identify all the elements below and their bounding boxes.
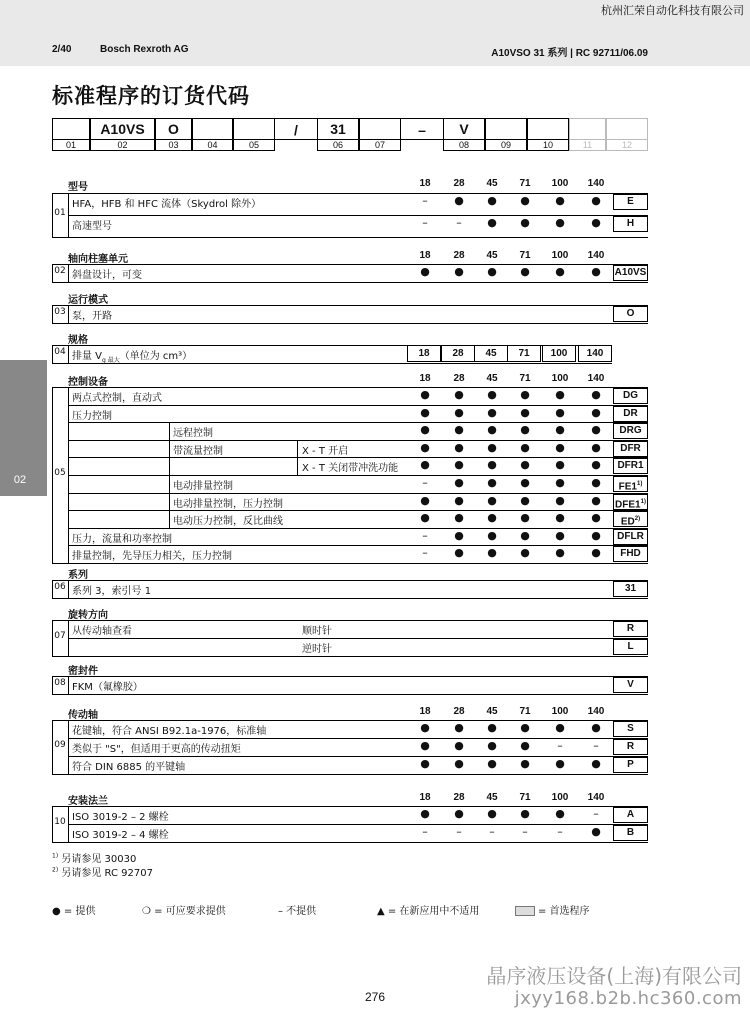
available-dot-icon: ● — [520, 739, 530, 752]
available-dot-icon: ● — [555, 493, 565, 507]
section-bottom-rule — [52, 774, 648, 775]
control-sublabel: 远程控制 — [173, 428, 213, 440]
not-available-dash-icon: – — [422, 825, 428, 838]
available-dot-icon: ● — [487, 757, 497, 770]
size-header: 100 — [551, 178, 569, 189]
code-box-4 — [192, 118, 233, 140]
section-title: 密封件 — [68, 666, 98, 677]
size-header: 18 — [419, 792, 431, 803]
size-box: 140 — [578, 345, 612, 362]
option-code: FE1$^{1)}$ — [613, 476, 648, 492]
option-code: R — [613, 621, 648, 637]
legend-not-available: – 不提供 — [278, 906, 317, 917]
section-title: 运行模式 — [68, 295, 108, 306]
section-bottom-rule — [52, 656, 648, 657]
size-header: 71 — [519, 792, 531, 803]
position-number: 08 — [443, 140, 485, 151]
available-dot-icon: ● — [454, 807, 464, 820]
size-header: 28 — [453, 373, 465, 384]
section-title: 系列 — [68, 570, 88, 581]
available-dot-icon: ● — [591, 528, 601, 542]
size-header: 45 — [486, 706, 498, 717]
available-dot-icon: ● — [555, 528, 565, 542]
size-header: 45 — [486, 792, 498, 803]
available-dot-icon: ● — [454, 405, 464, 419]
size-header: 45 — [486, 373, 498, 384]
section-s05 — [52, 373, 648, 563]
not-available-dash-icon: – — [489, 825, 495, 838]
available-dot-icon: ● — [555, 757, 565, 770]
section-number: 08 — [54, 678, 66, 688]
available-dot-icon: ● — [454, 265, 464, 278]
available-dot-icon: ● — [555, 476, 565, 489]
available-dot-icon: ● — [520, 423, 530, 437]
size-box: 71 — [507, 345, 541, 362]
available-dot-icon: ● — [591, 216, 601, 229]
control-option: X - T 开启 — [302, 445, 349, 457]
size-header: 28 — [453, 250, 465, 261]
available-dot-icon: ● — [420, 423, 430, 437]
available-dot-icon: ● — [520, 721, 530, 734]
available-dot-icon: ● — [555, 265, 565, 278]
position-number: 04 — [192, 140, 233, 151]
available-dot-icon: ● — [420, 265, 430, 278]
not-available-dash-icon: – — [422, 216, 428, 229]
available-dot-icon: ● — [591, 493, 601, 507]
available-dot-icon: ● — [487, 265, 497, 278]
size-header: 140 — [587, 373, 605, 384]
section-number: 02 — [54, 266, 66, 276]
subgroup-rule — [169, 422, 170, 528]
not-available-dash-icon: – — [422, 476, 428, 489]
size-header: 28 — [453, 178, 465, 189]
size-header: 100 — [551, 792, 569, 803]
watermark-url: jxyy168.b2b.hc360.com — [514, 988, 742, 1009]
size-header: 18 — [419, 250, 431, 261]
section-title: 规格 — [68, 335, 88, 346]
available-dot-icon: ● — [555, 511, 565, 525]
control-label: 压力控制 — [72, 410, 112, 422]
available-dot-icon: ● — [591, 405, 601, 419]
row-label: HFA，HFB 和 HFC 流体（Skydrol 除外） — [72, 199, 262, 210]
available-dot-icon: ● — [520, 458, 530, 472]
available-dot-icon: ● — [487, 194, 497, 207]
available-dot-icon: ● — [591, 440, 601, 454]
available-dot-icon: ● — [420, 511, 430, 525]
available-dot-icon: ● — [487, 739, 497, 752]
available-dot-icon: ● — [420, 739, 430, 752]
size-header: 28 — [453, 792, 465, 803]
section-number: 03 — [54, 307, 66, 317]
row-label: 花键轴，符合 ANSI B92.1a-1976，标准轴 — [72, 726, 267, 737]
available-dot-icon: ● — [487, 388, 497, 401]
company-name: 杭州汇荣自动化科技有限公司 — [601, 4, 744, 17]
option-code: DG — [613, 388, 648, 404]
code-box-10 — [527, 118, 569, 140]
row-label: 斜盘设计，可变 — [72, 270, 142, 281]
option-code: P — [613, 757, 648, 773]
available-dot-icon: ● — [520, 265, 530, 278]
row-label: 泵，开路 — [72, 311, 112, 322]
available-dot-icon: ● — [454, 721, 464, 734]
option-code: DFR — [613, 441, 648, 457]
option-code: S — [613, 721, 648, 737]
size-header: 140 — [587, 706, 605, 717]
option-code: DFE1$^{1)}$ — [613, 494, 648, 510]
available-dot-icon: ● — [487, 546, 497, 560]
available-dot-icon: ● — [487, 721, 497, 734]
available-dot-icon: ● — [520, 807, 530, 820]
option-code: E — [613, 194, 648, 210]
section-num-rule — [68, 305, 69, 323]
available-dot-icon: ● — [555, 807, 565, 820]
section-s03 — [52, 291, 648, 325]
size-header: 45 — [486, 250, 498, 261]
available-dot-icon: ● — [454, 458, 464, 472]
size-header: 18 — [419, 706, 431, 717]
size-header: 100 — [551, 373, 569, 384]
row-label: ISO 3019-2 – 4 螺栓 — [72, 830, 169, 841]
option-code: DRG — [613, 423, 648, 439]
position-number: 09 — [485, 140, 527, 151]
section-bottom-rule — [52, 323, 648, 324]
code-box-1 — [52, 118, 90, 140]
section-s04 — [52, 331, 648, 365]
available-dot-icon: ● — [454, 546, 464, 560]
available-dot-icon: ● — [591, 476, 601, 489]
available-dot-icon: ● — [487, 528, 497, 542]
row-label: 高速型号 — [72, 221, 112, 232]
section-num-rule — [68, 676, 69, 694]
watermark-company: 晶序液压设备(上海)有限公司 — [486, 964, 742, 988]
size-box: 45 — [474, 345, 508, 362]
row-label: FKM（氟橡胶） — [72, 682, 143, 693]
section-number: 09 — [54, 740, 66, 750]
control-sublabel: 电动排量控制，压力控制 — [173, 498, 283, 510]
available-dot-icon: ● — [487, 458, 497, 472]
available-dot-icon: ● — [520, 528, 530, 542]
header-series: A10VSO 31 系列 | RC 92711/06.09 — [491, 48, 648, 59]
section-s02 — [52, 250, 648, 284]
position-number: 11 — [569, 140, 606, 151]
available-dot-icon: ● — [487, 493, 497, 507]
available-dot-icon: ● — [520, 405, 530, 419]
option-code: H — [613, 216, 648, 232]
available-dot-icon: ● — [454, 493, 464, 507]
size-box: 28 — [441, 345, 475, 362]
section-bottom-rule — [52, 842, 648, 843]
available-dot-icon: ● — [555, 458, 565, 472]
size-header: 71 — [519, 373, 531, 384]
size-header: 140 — [587, 792, 605, 803]
row-label: 符合 DIN 6885 的平键轴 — [72, 762, 186, 773]
section-s07 — [52, 606, 648, 658]
option-code: R — [613, 739, 648, 755]
code-box-8: V — [443, 118, 485, 140]
available-dot-icon: ● — [487, 511, 497, 525]
option-code: V — [613, 677, 648, 693]
size-header: 28 — [453, 706, 465, 717]
row-rule — [68, 638, 648, 639]
rotation-label: 从传动轴查看 — [72, 626, 132, 637]
available-dot-icon: ● — [487, 405, 497, 419]
control-sublabel: 电动压力控制，反比曲线 — [173, 516, 283, 528]
section-bottom-rule — [52, 282, 648, 283]
size-header: 71 — [519, 178, 531, 189]
available-dot-icon: ● — [487, 216, 497, 229]
available-dot-icon: ● — [520, 476, 530, 489]
position-number: 05 — [233, 140, 275, 151]
available-dot-icon: ● — [591, 458, 601, 472]
section-num-rule — [68, 720, 69, 774]
section-title: 控制设备 — [68, 377, 108, 388]
section-bottom-rule — [52, 598, 648, 599]
rotation-option: 逆时针 — [302, 644, 332, 655]
section-title: 安装法兰 — [68, 796, 108, 807]
available-dot-icon: ● — [454, 739, 464, 752]
section-number: 05 — [54, 468, 66, 478]
size-box: 100 — [542, 345, 576, 362]
available-dot-icon: ● — [555, 546, 565, 560]
not-available-dash-icon: – — [422, 194, 428, 207]
code-box-3: O — [155, 118, 192, 140]
size-header: 71 — [519, 250, 531, 261]
available-dot-icon: ● — [520, 757, 530, 770]
option-code: A10VS — [613, 265, 648, 281]
section-s09 — [52, 706, 648, 776]
position-number: 01 — [52, 140, 90, 151]
available-dot-icon: ● — [520, 440, 530, 454]
available-dot-icon: ● — [454, 388, 464, 401]
size-header: 100 — [551, 706, 569, 717]
section-s10 — [52, 792, 648, 844]
option-code: FHD — [613, 546, 648, 562]
available-dot-icon: ● — [591, 388, 601, 401]
not-available-dash-icon: – — [422, 546, 428, 560]
available-dot-icon: ● — [591, 757, 601, 770]
available-dot-icon: ● — [487, 440, 497, 454]
code-box-11 — [569, 118, 606, 140]
available-dot-icon: ● — [420, 807, 430, 820]
available-dot-icon: ● — [487, 807, 497, 820]
available-dot-icon: ● — [591, 265, 601, 278]
position-number: 06 — [317, 140, 359, 151]
section-s01 — [52, 178, 648, 244]
section-bottom-rule — [52, 563, 648, 564]
available-dot-icon: ● — [420, 721, 430, 734]
size-header: 71 — [519, 706, 531, 717]
section-number: 01 — [54, 208, 66, 218]
section-title: 传动轴 — [68, 710, 98, 721]
footnote-2: $^{2)}$ 另请参见 RC 92707 — [52, 866, 153, 879]
section-num-rule — [68, 345, 69, 363]
available-dot-icon: ● — [555, 194, 565, 207]
control-label: 排量控制，先导压力相关，压力控制 — [72, 551, 232, 563]
code-box-12 — [606, 118, 648, 140]
available-dot-icon: ● — [555, 216, 565, 229]
not-available-dash-icon: – — [557, 739, 563, 752]
section-top-rule — [52, 305, 648, 306]
code-box-5 — [233, 118, 275, 140]
size-header: 18 — [419, 373, 431, 384]
control-option: X - T 关闭带冲洗功能 — [302, 463, 399, 475]
available-dot-icon: ● — [454, 476, 464, 489]
available-dot-icon: ● — [555, 405, 565, 419]
option-code: L — [613, 639, 648, 655]
available-dot-icon: ● — [420, 388, 430, 401]
row-label: 排量 $V_{g 最大}$（单位为 cm³） — [72, 351, 193, 364]
available-dot-icon: ● — [454, 528, 464, 542]
option-code: A — [613, 807, 648, 823]
available-dot-icon: ● — [454, 511, 464, 525]
available-dot-icon: ● — [487, 423, 497, 437]
section-s08 — [52, 662, 648, 696]
size-header: 140 — [587, 178, 605, 189]
available-dot-icon: ● — [420, 757, 430, 770]
option-code: O — [613, 306, 648, 322]
section-top-rule — [52, 676, 648, 677]
available-dot-icon: ● — [420, 440, 430, 454]
not-available-dash-icon: – — [522, 825, 528, 838]
header-page: 2/40 — [52, 44, 72, 55]
legend-on-request: ❍ = 可应要求提供 — [142, 906, 226, 917]
position-number: 03 — [155, 140, 192, 151]
option-code: DR — [613, 406, 648, 422]
available-dot-icon: ● — [420, 405, 430, 419]
section-title: 旋转方向 — [68, 610, 108, 621]
section-num-rule — [68, 580, 69, 598]
row-label: 系列 3，索引号 1 — [72, 586, 152, 597]
available-dot-icon: ● — [454, 423, 464, 437]
section-title: 型号 — [68, 182, 88, 193]
available-dot-icon: ● — [454, 440, 464, 454]
option-code: DFR1 — [613, 458, 648, 474]
side-tab — [0, 360, 47, 496]
size-header: 100 — [551, 250, 569, 261]
position-number: 07 — [359, 140, 401, 151]
available-dot-icon: ● — [555, 423, 565, 437]
footnote-1: $^{1)}$ 另请参见 30030 — [52, 852, 137, 865]
row-label: ISO 3019-2 – 2 螺栓 — [72, 812, 169, 823]
code-separator: – — [401, 118, 443, 140]
not-available-dash-icon: – — [422, 528, 428, 542]
available-dot-icon: ● — [454, 757, 464, 770]
available-dot-icon: ● — [487, 476, 497, 489]
not-available-dash-icon: – — [456, 216, 462, 229]
available-dot-icon: ● — [555, 721, 565, 734]
section-bottom-rule — [52, 694, 648, 695]
section-number: 06 — [54, 582, 66, 592]
size-header: 45 — [486, 178, 498, 189]
code-box-7 — [359, 118, 401, 140]
available-dot-icon: ● — [591, 546, 601, 560]
page-title: 标准程序的订货代码 — [52, 84, 250, 108]
page-number: 276 — [364, 990, 386, 1004]
available-dot-icon: ● — [555, 388, 565, 401]
row-label: 类似于 "S"，但适用于更高的传动扭矩 — [72, 744, 241, 755]
size-header: 18 — [419, 178, 431, 189]
code-box-2: A10VS — [90, 118, 155, 140]
legend-not-new: ▲ = 在新应用中不适用 — [377, 906, 480, 917]
available-dot-icon: ● — [591, 721, 601, 734]
size-header: 140 — [587, 250, 605, 261]
section-bottom-rule — [52, 237, 648, 238]
not-available-dash-icon: – — [593, 807, 599, 820]
available-dot-icon: ● — [591, 194, 601, 207]
available-dot-icon: ● — [520, 546, 530, 560]
available-dot-icon: ● — [520, 493, 530, 507]
available-dot-icon: ● — [520, 194, 530, 207]
section-number: 04 — [54, 347, 66, 357]
option-code: B — [613, 825, 648, 841]
position-number: 10 — [527, 140, 569, 151]
control-label: 两点式控制，直动式 — [72, 393, 162, 404]
position-number: 12 — [606, 140, 648, 151]
available-dot-icon: ● — [555, 440, 565, 454]
not-available-dash-icon: – — [456, 825, 462, 838]
control-sublabel: 带流量控制 — [173, 445, 223, 457]
available-dot-icon: ● — [454, 194, 464, 207]
preferred-swatch-icon — [515, 906, 535, 916]
not-available-dash-icon: – — [593, 739, 599, 752]
control-sublabel: 电动排量控制 — [173, 481, 233, 492]
position-number: 02 — [90, 140, 155, 151]
section-top-rule — [52, 620, 648, 621]
header-publisher: Bosch Rexroth AG — [100, 44, 189, 55]
option-code: 31 — [613, 581, 648, 597]
section-top-rule — [52, 580, 648, 581]
available-dot-icon: ● — [520, 388, 530, 401]
section-title: 轴向柱塞单元 — [68, 254, 128, 265]
legend-preferred: = 首选程序 — [515, 902, 590, 917]
subgroup-rule — [297, 440, 298, 475]
rotation-option: 顺时针 — [302, 626, 332, 637]
size-box: 18 — [407, 345, 441, 362]
available-dot-icon: ● — [591, 511, 601, 525]
code-box-9 — [485, 118, 527, 140]
available-dot-icon: ● — [520, 216, 530, 229]
available-dot-icon: ● — [420, 458, 430, 472]
legend-available: ● = 提供 — [52, 906, 96, 917]
available-dot-icon: ● — [420, 493, 430, 507]
available-dot-icon: ● — [591, 423, 601, 437]
available-dot-icon: ● — [591, 825, 601, 838]
code-box-6: 31 — [317, 118, 359, 140]
code-separator: / — [275, 118, 317, 140]
control-label: 压力，流量和功率控制 — [72, 533, 172, 545]
option-code: DFLR — [613, 529, 648, 545]
available-dot-icon: ● — [520, 511, 530, 525]
not-available-dash-icon: – — [557, 825, 563, 838]
side-tab-label: 02 — [13, 474, 27, 486]
option-code: ED$^{2)}$ — [613, 511, 648, 527]
section-num-rule — [68, 264, 69, 282]
section-number: 10 — [54, 817, 66, 827]
section-number: 07 — [54, 631, 66, 641]
section-s06 — [52, 566, 648, 600]
